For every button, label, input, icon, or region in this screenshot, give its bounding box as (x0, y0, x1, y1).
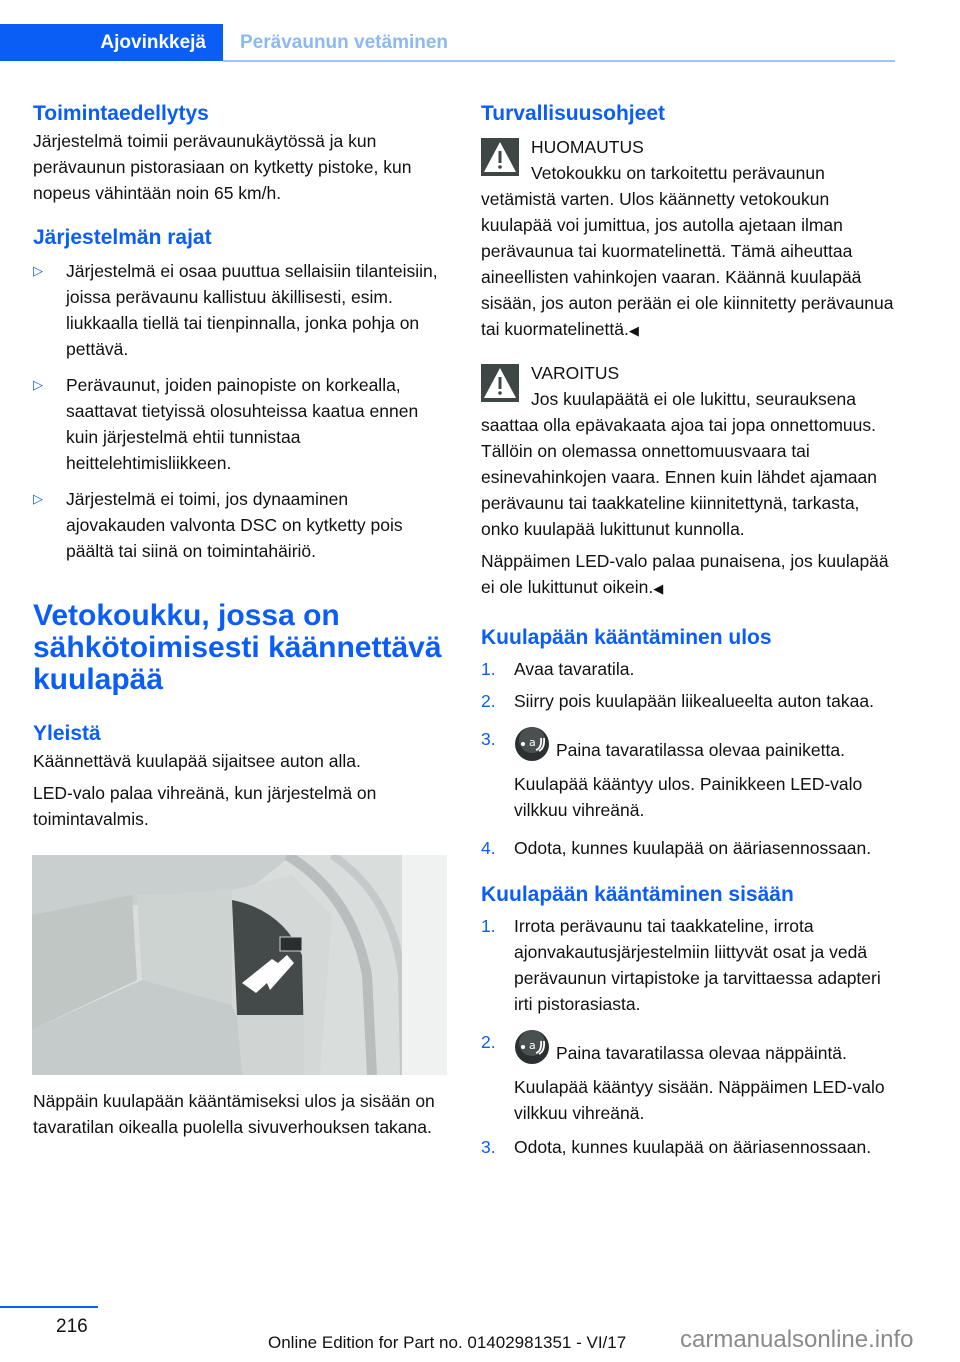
notice-label: HUOMAUTUS (531, 137, 644, 157)
chapter-tab (240, 24, 448, 61)
ulos-heading: Kuulapään kääntäminen ulos (481, 626, 772, 649)
section-tab (0, 24, 223, 61)
watermark: carmanualsonline.info (680, 1326, 914, 1353)
header-divider (223, 60, 895, 62)
tow-hook-button-icon (514, 726, 550, 762)
yleista-heading: Yleistä (33, 722, 101, 745)
left-column (33, 100, 448, 832)
notice-text: Vetokoukku on tarkoitettu perävaunun vetämistä varten. Ulos käännetty vetokoukun kuulapää voi jumittua, jos autolla ajetaan ilman perävaunua tai kuormatelinettä. Tämä aiheuttaa aineellisten vahinkojen vaaran. Käännä kuulapää sisään, jos auton perään ei ole kiinnitetty perävaunua tai kuormatelinettä. (481, 163, 894, 339)
warning-icon (481, 364, 519, 402)
image-caption: Näppäin kuulapään kääntämiseksi ulos ja sisään on tavaratilan oikealla puolella sivuverhouksen takana. (33, 1091, 435, 1137)
tow-hook-button-icon (514, 1029, 550, 1065)
list-item: 1. Irrota perävaunu tai taakkateline, irrota ajonvakautusjärjestelmiin liittyvät osat ja vedä perävaunun virtapistoke ja tarvittaessa adapteri irti pistorasiasta. (481, 916, 881, 1014)
warning-text: Jos kuulapäätä ei ole lukittu, seurauksena saattaa olla epävakaata ajoa tai jopa onnettomuus. Tällöin on olemassa onnettomuusvaara tai esinevahinkojen vaara. Ennen kuin lähdet ajamaan perävaunu tai taakkateline kiinnitettynä, tarkasta, onko kuulapää lukittunut kunnolla. (481, 389, 877, 539)
section-title: Vetokoukku, jossa on sähkötoimisesti käännettävä kuulapää (33, 599, 442, 696)
rajat-heading: Järjestelmän rajat (33, 226, 212, 249)
page-number: 216 (56, 1316, 88, 1337)
list-item: 3. a Paina tavaratilassa olevaa painiketta. Kuulapää kääntyy ulos. Painikkeen LED-valo vilkkuu vihreänä. (481, 726, 896, 823)
triangle-right-icon: ▷ (33, 491, 43, 506)
trunk-button-location-photo (32, 855, 447, 1075)
list-item: 4. Odota, kunnes kuulapää on ääriasennossaan. (481, 838, 872, 858)
turvallisuus-heading: Turvallisuusohjeet (481, 102, 665, 125)
footer-divider (0, 1306, 98, 1308)
sisaan-heading: Kuulapään kääntäminen sisään (481, 883, 794, 906)
warning-box (481, 360, 896, 602)
end-marker-icon: ◀ (628, 323, 639, 338)
rajat-list (33, 258, 448, 564)
list-item: 3. Odota, kunnes kuulapää on ääriasennossaan. (481, 1137, 872, 1157)
list-item: ▷ Järjestelmä ei osaa puuttua sellaisiin tilanteisiin, joissa perävaunu kallistuu äkillisesti, esim. liukkaalla tiellä tai tienpinnalla, jonka pohja on pettävä. (33, 258, 448, 362)
right-column (481, 100, 896, 1160)
toiminta-heading: Toimintaedellytys (33, 102, 209, 125)
triangle-right-icon: ▷ (33, 263, 43, 278)
yleista-text-2: LED-valo palaa vihreänä, kun järjestelmä on toimintavalmis. (33, 783, 377, 829)
yleista-text-1: Käännettävä kuulapää sijaitsee auton alla. (33, 751, 361, 771)
svg-text:a: a (529, 1039, 536, 1052)
notice-box (481, 134, 896, 344)
warning-icon (481, 138, 519, 176)
svg-text:a: a (529, 736, 536, 749)
list-item: 1. Avaa tavaratila. (481, 659, 635, 679)
trunk-illustration (32, 855, 447, 1075)
warning-label: VAROITUS (531, 363, 620, 383)
section-tab-label: Ajovinkkejä (100, 31, 206, 53)
list-item: ▷ Perävaunut, joiden painopiste on korkealla, saattavat tietyissä olosuhteissa kaatua ennen kuin järjestelmä ehtii tunnistaa heittelehtimisliikkeen. (33, 372, 448, 476)
ulos-steps (481, 656, 896, 861)
chapter-tab-label: Perävaunun vetäminen (240, 31, 449, 53)
triangle-right-icon: ▷ (33, 377, 43, 392)
list-item: 2. Siirry pois kuulapään liikealueelta auton takaa. (481, 691, 874, 711)
warning-extra-text: Näppäimen LED-valo palaa punaisena, jos kuulapää ei ole lukittunut oikein. (481, 551, 889, 597)
sisaan-steps (481, 913, 896, 1160)
end-marker-icon: ◀ (653, 581, 664, 596)
edition-text: Online Edition for Part no. 01402981351 - VI/17 (268, 1333, 627, 1352)
toiminta-text: Järjestelmä toimii perävaunukäytössä ja kun perävaunun pistorasiaan on kytketty pistoke, kun nopeus vähintään noin 65 km/h. (33, 131, 412, 203)
list-item: ▷ Järjestelmä ei toimi, jos dynaaminen ajovakauden valvonta DSC on kytketty pois päältä tai siinä on toimintahäiriö. (33, 486, 448, 564)
list-item: 2. a Paina tavaratilassa olevaa näppäintä. Kuulapää kääntyy sisään. Näppäimen LED-valo vilkkuu vihreänä. (481, 1029, 896, 1126)
